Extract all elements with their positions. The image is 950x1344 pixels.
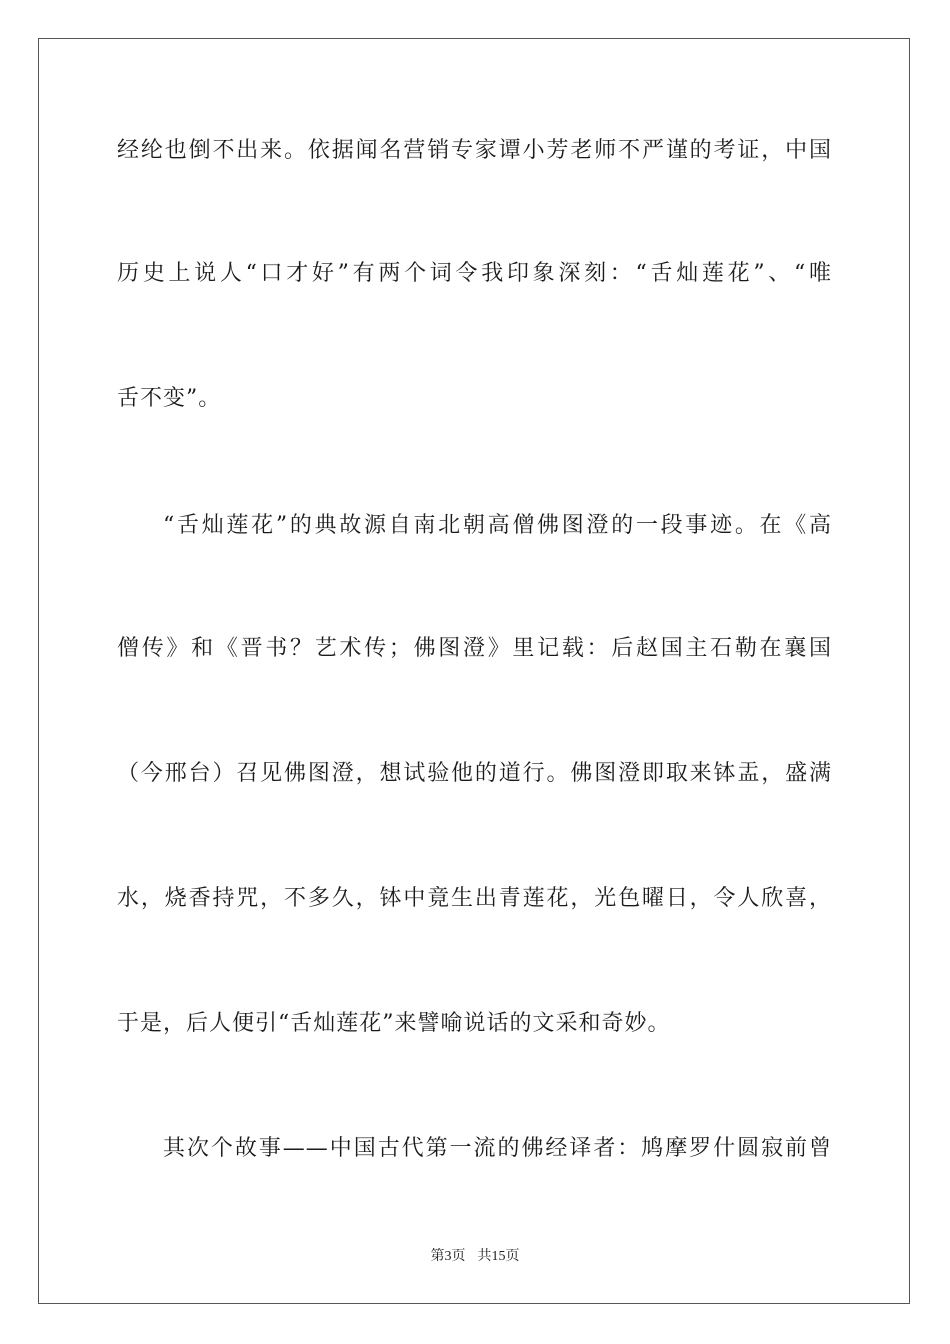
text-line: （今邢台）召见佛图澄，想试验他的道行。佛图澄即取来钵盂，盛满 bbox=[117, 761, 832, 786]
page-number: 第3页 bbox=[430, 1249, 466, 1264]
text-line: 舌不变”。 bbox=[117, 386, 222, 411]
text-line: 于是，后人便引“舌灿莲花”来譬喻说话的文采和奇妙。 bbox=[117, 1011, 671, 1036]
text-line: 经纶也倒不出来。依据闻名营销专家谭小芳老师不严谨的考证，中国 bbox=[117, 138, 832, 163]
text-line: “舌灿莲花”的典故源自南北朝高僧佛图澄的一段事迹。在《高 bbox=[163, 513, 832, 538]
page-border bbox=[38, 38, 910, 1304]
page-footer bbox=[0, 1247, 950, 1267]
text-line: 其次个故事——中国古代第一流的佛经译者：鸠摩罗什圆寂前曾 bbox=[163, 1136, 832, 1161]
text-line: 僧传》和《晋书？艺术传；佛图澄》里记载：后赵国主石勒在襄国 bbox=[117, 636, 832, 661]
text-line: 水，烧香持咒，不多久，钵中竟生出青莲花，光色曜日，令人欣喜， bbox=[117, 886, 832, 911]
page-total: 共15页 bbox=[477, 1249, 520, 1264]
text-line: 历史上说人“口才好”有两个词令我印象深刻：“舌灿莲花”、“唯 bbox=[117, 261, 832, 286]
